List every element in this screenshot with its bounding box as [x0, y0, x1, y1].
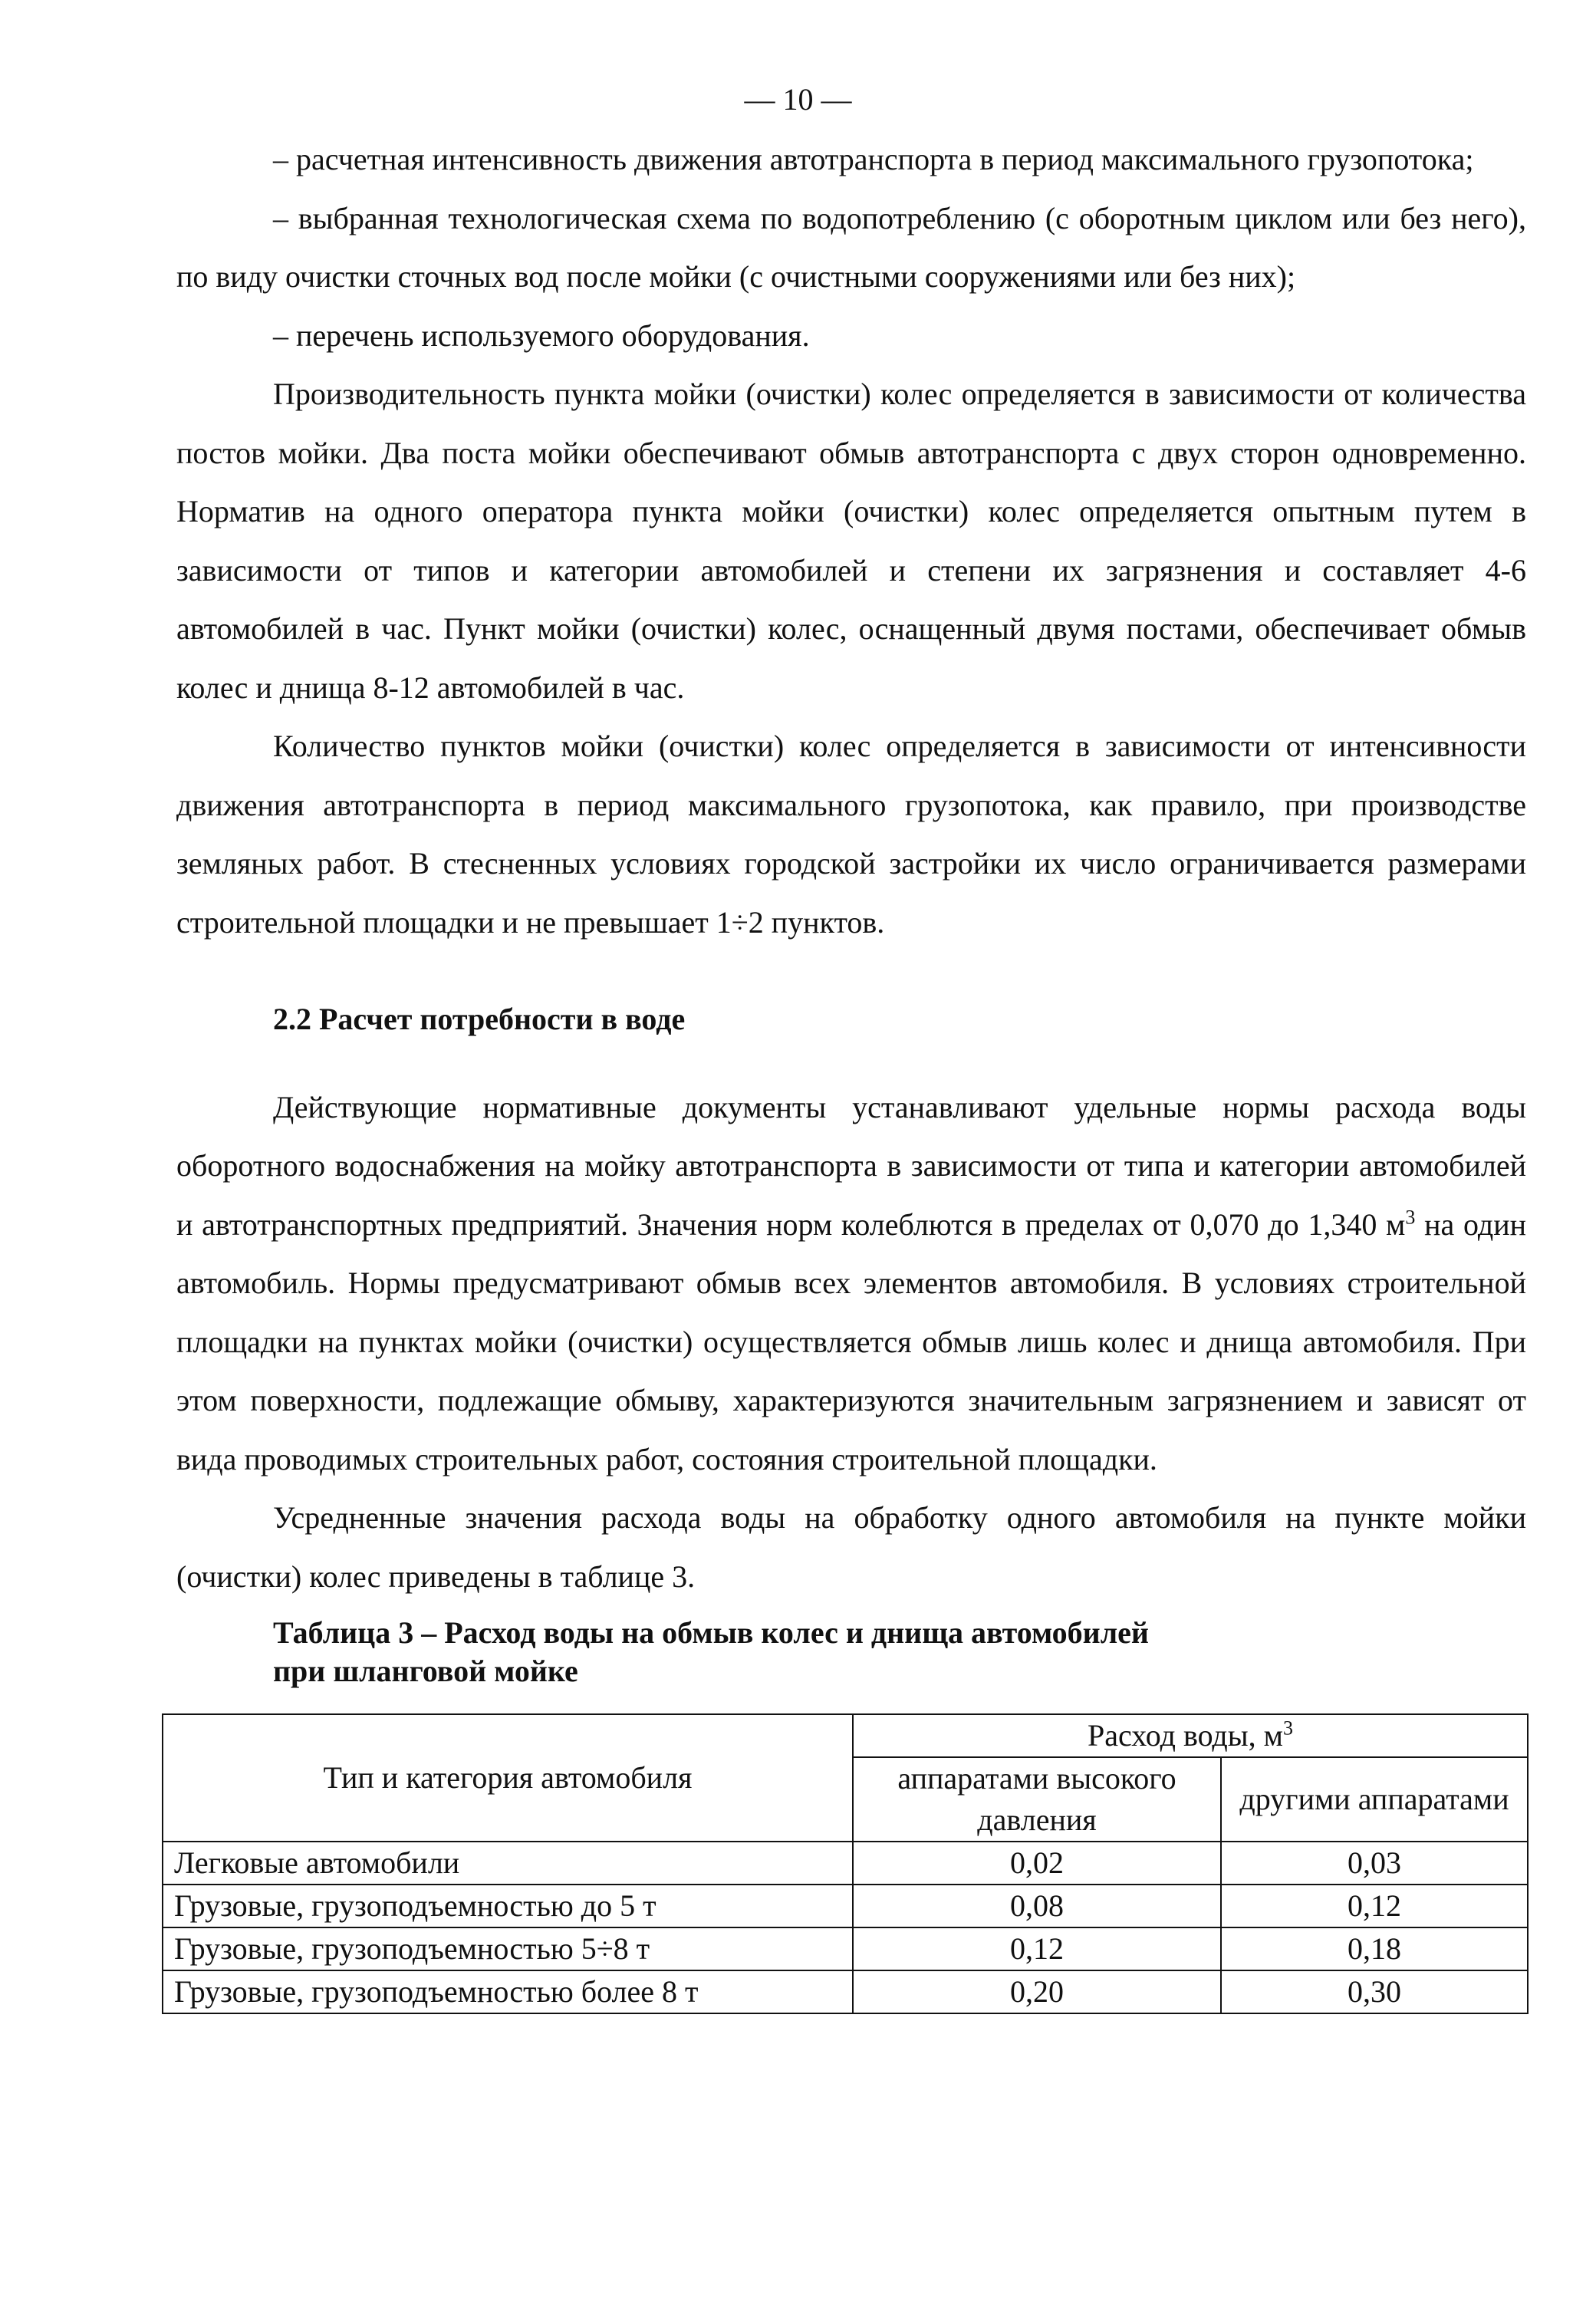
header-water-flow-label: Расход воды, м — [1088, 1718, 1283, 1753]
paragraph-norms-part2: на один автомобиль. Нормы предусматривают обмыв всех элементов автомобиля. В условиях строительной площадки на пунктах мойки (очистки) осуществляется обмыв лишь колес и днища автомобиля. При этом поверхности, подлежащие обмыву, характеризуются значительным загрязнением и зависят от вида проводимых строительных работ, состояния строительной площадки. — [176, 1206, 1527, 1476]
table-row — [163, 1885, 1528, 1927]
table-title-line2: при шланговой мойке — [273, 1654, 578, 1688]
paragraph-norms — [176, 1078, 1526, 1490]
cell-vehicle-type: Грузовые, грузоподъемностью более 8 т — [163, 1970, 853, 2013]
page-number: — 10 — — [744, 82, 852, 117]
cell-vehicle-type: Грузовые, грузоподъемностью до 5 т — [163, 1885, 853, 1927]
cell-high-pressure: 0,12 — [853, 1927, 1221, 1970]
cell-vehicle-type: Грузовые, грузоподъемностью 5÷8 т — [163, 1927, 853, 1970]
table-title — [176, 1614, 1526, 1690]
cubic-superscript: 3 — [1405, 1206, 1416, 1229]
paragraph-productivity: Производительность пункта мойки (очистки) колес определяется в зависимости от количества постов мойки. Два поста мойки обеспечивают обмыв автотранспорта с двух сторон одновременно. Норматив на одного оператора пункта мойки (очистки) колес определяется опытным путем в зависимости от типов и категории автомобилей и степени их загрязнения и составляет 4-6 автомобилей в час. Пункт мойки (очистки) колес, оснащенный двумя постами, обеспечивает обмыв колес и днища 8-12 автомобилей в час. — [176, 377, 1526, 705]
cell-high-pressure: 0,20 — [853, 1970, 1221, 2013]
paragraph-quantity: Количество пунктов мойки (очистки) колес определяется в зависимости от интенсивности движения автотранспорта в период максимального грузопотока, как правило, при производстве земляных работ. В стесненных условиях городской застройки их число ограничивается размерами строительной площадки и не превышает 1÷2 пунктов. — [176, 729, 1526, 940]
cell-other: 0,18 — [1221, 1927, 1528, 1970]
header-cubic-superscript: 3 — [1282, 1717, 1293, 1740]
table-title-line1: Таблица 3 – Расход воды на обмыв колес и днища автомобилей — [273, 1615, 1149, 1650]
cell-high-pressure: 0,08 — [853, 1885, 1221, 1927]
cell-other: 0,12 — [1221, 1885, 1528, 1927]
header-other-apparatus: другими аппаратами — [1221, 1757, 1528, 1842]
water-usage-table — [162, 1713, 1529, 2014]
table-row — [163, 1842, 1528, 1885]
document-body — [176, 130, 1526, 2014]
section-heading: 2.2 Расчет потребности в воде — [273, 1002, 686, 1036]
header-vehicle-type: Тип и категория автомобиля — [163, 1714, 853, 1842]
cell-high-pressure: 0,02 — [853, 1842, 1221, 1885]
cell-vehicle-type: Легковые автомобили — [163, 1842, 853, 1885]
table-header-row — [163, 1714, 1528, 1757]
cell-other: 0,30 — [1221, 1970, 1528, 2013]
header-high-pressure: аппаратами высокого давления — [853, 1757, 1221, 1842]
header-water-flow — [853, 1714, 1528, 1757]
list-item-scheme: – выбранная технологическая схема по водопотреблению (с оборотным циклом или без него), по виду очистки сточных вод после мойки (с очистными сооружениями или без них); — [176, 200, 1526, 294]
list-item-equipment: – перечень используемого оборудования. — [273, 318, 810, 353]
paragraph-averages: Усредненные значения расхода воды на обработку одного автомобиля на пункте мойки (очистки) колес приведены в таблице 3. — [176, 1500, 1526, 1594]
cell-other: 0,03 — [1221, 1842, 1528, 1885]
list-item-intensity: – расчетная интенсивность движения автотранспорта в период максимального грузопотока; — [273, 142, 1474, 176]
paragraph-norms-part1: Действующие нормативные документы устанавливают удельные нормы расхода воды оборотного водоснабжения на мойку автотранспорта в зависимости от типа и категории автомобилей и автотранспортных предприятий. Значения норм колеблются в пределах от 0,070 до 1,340 м — [176, 1089, 1526, 1242]
table-row — [163, 1927, 1528, 1970]
table-row — [163, 1970, 1528, 2013]
